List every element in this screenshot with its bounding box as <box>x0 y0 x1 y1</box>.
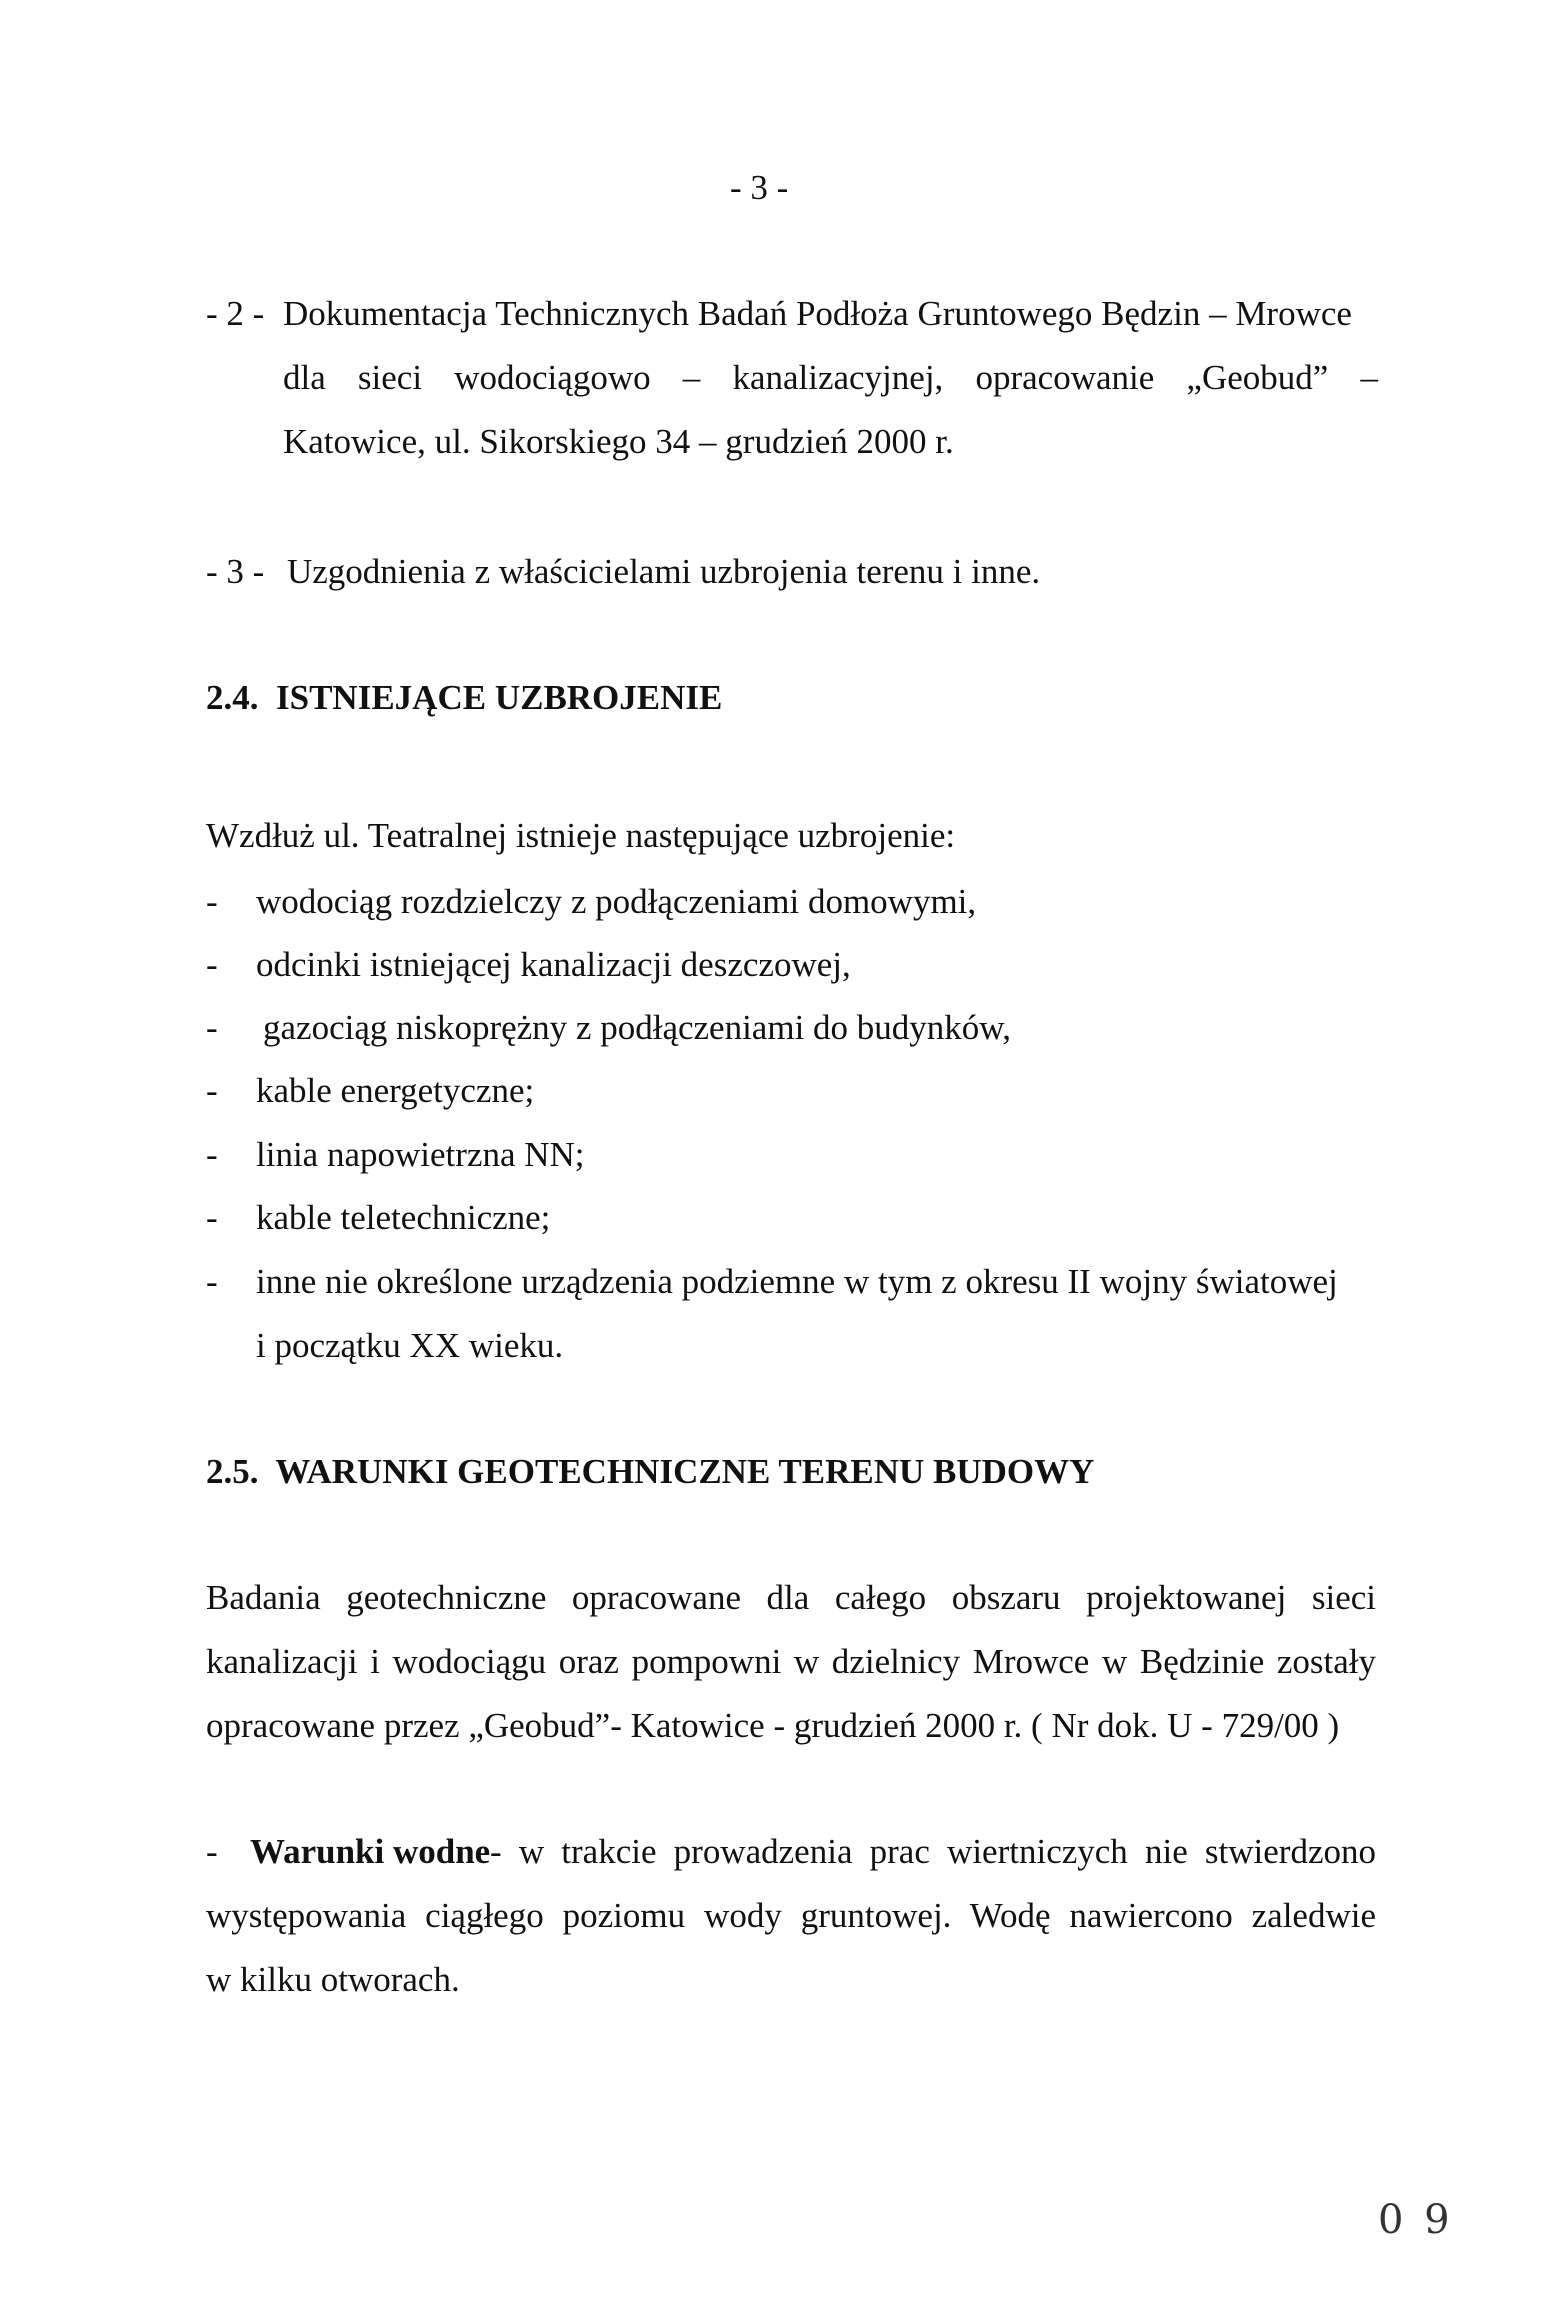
reference-number-3: - 3 - <box>206 552 265 591</box>
list-item: kable teletechniczne; <box>256 1198 551 1237</box>
list-item: odcinki istniejącej kanalizacji deszczowej, <box>256 945 851 984</box>
section-2-4-intro: Wzdłuż ul. Teatralnej istnieje następujące uzbrojenie: <box>206 816 956 855</box>
list-dash: - <box>206 1198 218 1237</box>
reference-number-2: - 2 - <box>206 294 265 333</box>
geotech-para-line-1: Badania geotechniczne opracowane dla całego obszaru projektowanej sieci <box>206 1578 1376 1617</box>
list-dash: - <box>206 882 218 921</box>
list-dash: - <box>206 1262 218 1301</box>
list-item: gazociąg niskoprężny z podłączeniami do budynków, <box>263 1008 1012 1047</box>
list-item: inne nie określone urządzenia podziemne w tym z okresu II wojny światowej <box>256 1262 1338 1301</box>
geotech-para-line-3: opracowane przez „Geobud”- Katowice - grudzień 2000 r. ( Nr dok. U - 729/00 ) <box>206 1706 1340 1745</box>
list-item: linia napowietrzna NN; <box>256 1135 585 1174</box>
list-dash: - <box>206 1008 218 1047</box>
water-conditions-line-3: w kilku otworach. <box>206 1960 460 1999</box>
reference-2-line-1: Dokumentacja Technicznych Badań Podłoża Gruntowego Będzin – Mrowce <box>283 294 1352 333</box>
list-item: kable energetyczne; <box>256 1071 535 1110</box>
section-heading-2-5: 2.5. WARUNKI GEOTECHNICZNE TERENU BUDOWY <box>206 1452 1095 1491</box>
list-dash: - <box>206 1071 218 1110</box>
handwritten-page-mark: 0 9 <box>1378 2197 1454 2243</box>
water-dash: - <box>206 1832 218 1871</box>
reference-3-text: Uzgodnienia z właścicielami uzbrojenia terenu i inne. <box>287 552 1041 591</box>
water-conditions-label: Warunki wodne <box>250 1832 491 1871</box>
geotech-para-line-2: kanalizacji i wodociągu oraz pompowni w dzielnicy Mrowce w Będzinie zostały <box>206 1642 1376 1681</box>
list-dash: - <box>206 1135 218 1174</box>
reference-2-line-3: Katowice, ul. Sikorskiego 34 – grudzień 2000 r. <box>283 422 954 461</box>
section-heading-2-4: 2.4. ISTNIEJĄCE UZBROJENIE <box>206 678 723 717</box>
water-conditions-line-1: - w trakcie prowadzenia prac wiertniczych nie stwierdzono <box>490 1832 1376 1871</box>
list-item: wodociąg rozdzielczy z podłączeniami domowymi, <box>256 882 977 921</box>
page-number: - 3 - <box>730 168 789 207</box>
list-item-continuation: i początku XX wieku. <box>256 1326 564 1365</box>
water-conditions-line-2: występowania ciągłego poziomu wody gruntowej. Wodę nawiercono zaledwie <box>206 1896 1376 1935</box>
list-dash: - <box>206 945 218 984</box>
reference-2-line-2: dla sieci wodociągowo – kanalizacyjnej, opracowanie „Geobud” – <box>283 358 1378 397</box>
